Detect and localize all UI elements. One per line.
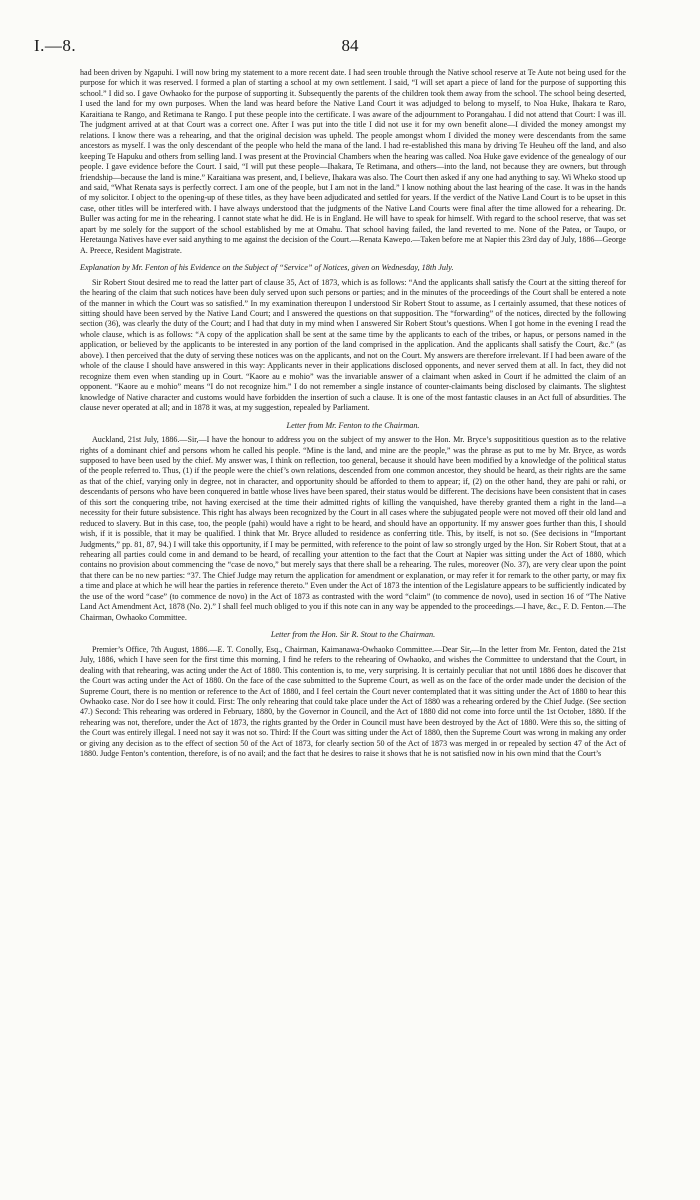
page-header [34, 36, 666, 58]
document-reference: I.—8. [34, 36, 77, 55]
section-heading: Letter from the Hon. Sir R. Stout to the Chairman. [270, 630, 436, 640]
section-heading: Letter from Mr. Fenton to the Chairman. [286, 420, 420, 430]
statement-section [80, 68, 626, 256]
paragraph: Auckland, 21st July, 1886.—Sir,—I have the honour to address you on the subject of my answer to the Hon. Mr. Bryce’s supposititious question as to the relative rights of a dominant chief and persons whom he called his people. “Mine is the land, and mine are the people,” was the phrase as put to me by Mr. Bryce, as words supposed to have been used by the chief. My answer was, I think on reflection, too general, because it should have been modified by a knowledge of the political status of the people referred to. Thus, (1) if the people were the chief’s own relations, descended from one common ancestor, they should be heard, as their rights are the same as that of the chief, varying only in degree, not in character, and opportunity should be afforded to them to appear; if, (2) on the other hand, they are pahi or rahi, or descendants of persons who have been conquered in battle whose lives have been spared, their status would be different. The decisions have been consistent that in cases of this sort the conquering tribe, not having exercised at the time their admitted rights of killing the vanquished, have thereby granted them a right in the land—a necessity for their future subsistence. This right has always been recognized by the Court in all cases where the subjugated people were not moved off their old land and reduced to slavery. But in this case, too, the people (pahi) would have a right to be heard, and should have an opportunity. If my answer goes further than this, I should wish, if it is possible, that it may be qualified. I think that Mr. Bryce alluded to residence as conferring title. This, by itself, is not so. (See decisions in “Important Judgments,” pp. 81, 87, 94.) I will take this opportunity, if I may be permitted, with reference to the point of law so strongly urged by the Hon. Sir Robert Stout, that at a rehearing all parties could come in and demand to be heard, of recalling your attention to the fact that the Court at Napier was sitting under the Act of 1880, which contains no provision about commencing the “case de novo,” but merely says that there shall be a rehearing. The rules, moreover (No. 37), are very clear upon the point that there can be no new parties: “37. The Chief Judge may return the application for amendment or explanation, or may refer it for remark to the other party, or may fix a time and place at which he will hear the parties in reference thereto.” Even under the Act of 1873 the intention of the Legislature appears to be sufficiently indicated by the use of the word “case” (to commence de novo) in the Act of 1873 as contrasted with the word “claim” (to commence de novo), used in section 16 of “The Native Land Act Amendment Act, 1878 (No. 2).” I shall feel much obliged to you if this note can in any way be appended to the proceedings.—I have, &c., F. D. Fenton.—The Chairman, Owhaoko Committee. [80, 435, 626, 622]
paragraph: had been driven by Ngapuhi. I will now bring my statement to a more recent date. I had seen trouble through the Native school reserve at Te Aute not being used for the purpose for which it was reserved. I formed a plan of starting a school at my own settlement. I said, “I will set apart a piece of land for the purpose of supporting this school.” I did so. I gave Owhaoko for the purpose of supporting it. Subsequently the parents of the children took them away from the school. The school being deserted, I used the land for my own purposes. When the land was heard before the Native Land Court it was adjudged to belong to myself, to Noa Huke, Ihakara te Raro, Karaitiana te Rango, and Retimana te Rango. I put these people into the certificate. I was aware of the adjournment to Porangahau. I did not attend that Court: I was ill. The judgment arrived at at that Court was a correct one. After I was put into the title I did not use it for my own benefit alone—I divided the money amongst my relations. I know there was a rehearing, and that the original decision was upheld. The people amongst whom I divided the money were descendants from the same ancestors as myself. I was the only descendant of the people who held the mana of the land. I had re-established this mana by driving Te Heuheu off the land, and also keeping Te Hapuku and others from selling land. I was present at the Provincial Chambers when the hearing was called. Noa Huke gave evidence of the genealogy of our people. I gave evidence before the Court. I said, “I will put these people—Ihakara, Te Retimana, and others—into the land, not because they are owners, but through friendship—because the land is mine.” Karaitiana was present, and, I believe, Ihakara was also. The Court then asked if any one had anything to say. Wi Wheko stood up and said, “What Renata says is perfectly correct. I am one of the people, but I am not in the land.” I know nothing about the last hearing of the case. It was in the hands of my solicitor. I object to the opening-up of these titles, as they have been adjudicated and settled for years. If the verdict of the Native Land Court is to be upset in this case, other titles will be interfered with. I have always understood that the judgments of the Native Land Courts were final after the time allowed for a rehearing. Dr. Buller was acting for me in the rehearing. I cannot state what he did. He is in England. He will have to speak for himself. With regard to the school reserve, that was set apart by me solely for the support of the school established by me at Omahu. That school having failed, the land reverted to me. None of the Patea, or Taupo, or Heretaunga Natives have ever said anything to me against the decision of the Court.—Renata Kawepo.—Taken before me at Napier this 23rd day of July, 1886—George A. Preece, Resident Magistrate. [80, 68, 626, 255]
stout-letter-section [80, 630, 626, 759]
page-number: 84 [341, 36, 359, 55]
fenton-explanation-section [80, 263, 626, 413]
paragraph: Sir Robert Stout desired me to read the latter part of clause 35, Act of 1873, which is as follows: “And the applicants shall satisfy the Court at the sitting thereof for the hearing of the claim that such notices have been duly served upon such persons or parties; and in the minutes of the proceedings of the Court shall be entered a note of the manner in which the Court was so satisfied.” In my examination thereupon I understood Sir Robert Stout to assume, as I certainly assumed, that these notices of sitting should have been served by the Native Land Court; and I answered the questions on that supposition. The “forwarding” of the notices, directed by the following section (36), was clearly the duty of the Court; and I had that duty in my mind when I answered Sir Robert Stout’s questions. When I got home in the evening I read the whole clause, which is as follows: “A copy of the application shall be sent at the same time by the applicants to each of the tribes, or hapus, or persons named in the application, or believed by the applicants to be interested in any portion of the land comprised in the application. And the applicants shall satisfy the Court, &c.” (as above). I then perceived that the duty of serving these notices was on the applicants, and not on the Court. My answers are therefore irrelevant. If I had been aware of the whole of the clause I should have answered in this way: Applicants never in their applications disclosed opponents, and never served them at all. In fact, they did not recognize them even when standing up in Court. “Kaore au e mohio” was the invariable answer of a claimant when asked in Court if he admitted the claim of an opponent. “Kaore au e mohio” means “I do not recognize him.” I do not remember a single instance of counter-claimants being disclosed by claimants. The slightest knowledge of Native character and customs would have forbidden the insertion of such a clause. It is one of the most fantastic clauses in an Act full of absurdities. The clause never operated at all; and in 1878 it was, at my suggestion, repealed by Parliament. [80, 277, 626, 413]
page-body [80, 68, 626, 760]
paragraph: Premier’s Office, 7th August, 1886.—E. T. Conolly, Esq., Chairman, Kaimanawa-Owhaoko Committee.—Dear Sir,—In the letter from Mr. Fenton, dated the 21st July, 1886, which I have seen for the first time this morning, I find he refers to the rehearing of Owhaoko, and wishes the Committee to understand that the Court, in dealing with that rehearing, was acting under the Act of 1880. This contention is, to me, very surprising. It is certainly peculiar that not until 1886 does he discover that the Court was acting under the Act of 1880. On the face of the case submitted to the Supreme Court, as well as on the face of the order made under the decision of the Supreme Court, there is no mention or reference to the Act of 1880, and I feel certain the Court never contemplated that it was sitting under the Act of 1880 to hear this Owhaoko case. Nor do I see how it could. First: The only rehearing that could take place under the Act of 1880 was a rehearing ordered by the Chief Judge. (See section 47.) Second: This rehearing was ordered in February, 1880, by the Governor in Council, and the Act of 1880 did not come into force until the 1st October, 1880. If the rehearing was not, therefore, under the Act of 1873, the rights granted by the Order in Council must have been destroyed by the Act of 1880. Were this so, the sitting of the Court was entirely illegal. I need not say it was not so. Third: If the Court was sitting under the Act of 1880, then the Supreme Court was wrong in making any order or giving any decision as to the effect of section 50 of the Act of 1873, for clearly section 50 of the Act of 1873 was merged in or repealed by section 47 of the Act of 1880. Judge Fenton’s contention, therefore, is of no avail; and the fact that he desires to raise it shows that he is not satisfied now in his own mind that the Court’s [80, 644, 626, 759]
fenton-letter-section [80, 421, 626, 624]
section-heading: Explanation by Mr. Fenton of his Evidence on the Subject of “Service” of Notices, given on Wednesday, 18th July. [80, 263, 454, 273]
